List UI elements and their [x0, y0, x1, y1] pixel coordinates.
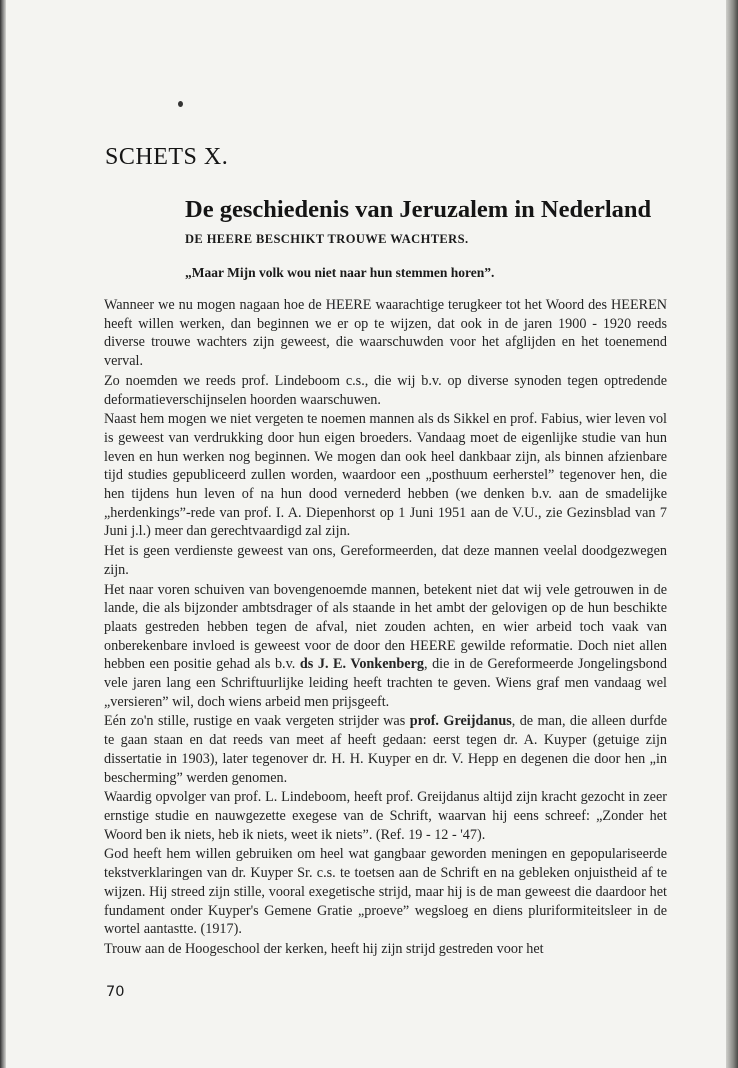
paragraph: Wanneer we nu mogen nagaan hoe de HEERE waarachtige terugkeer tot het Woord des HEEREN heeft willen werken, dan beginnen we er op te wijzen, dat ook in de jaren 1900 - 1920 reeds diverse trouwe wachters zijn geweest, die waarschuwden voor het afglijden en het toenemend verval.: [104, 297, 667, 370]
paragraph: God heeft hem willen gebruiken om heel wat gangbaar geworden meningen en gepopulariseerde tekstverklaringen van dr. Kuyper Sr. c.s. te toetsen aan de Schrift en na gebleken onjuistheid af te wijzen. Hij streed zijn stille, vooral exegetische strijd, maar hij is de man geweest die daardoor het fundament onder Kuyper's Gemene Gratie „proeve” wegsloeg en diens pluriformiteitsleer in de wortel aantastte. (1917).: [104, 846, 667, 938]
chapter-heading: SCHETS X.: [105, 144, 229, 170]
section-subtitle: DE HEERE BESCHIKT TROUWE WACHTERS.: [185, 232, 469, 246]
paragraph: Waardig opvolger van prof. L. Lindeboom, heeft prof. Greijdanus altijd zijn kracht gezocht in zeer ernstige studie en nauwgezette exegese van de Schrift, waarvan hij eens schreef: „Zonder het Woord ben ik niets, heb ik niets, weet ik niets”. (Ref. 19 - 12 - '47).: [104, 789, 667, 843]
paragraph: Naast hem mogen we niet vergeten te noemen mannen als ds Sikkel en prof. Fabius, wier leven vol is geweest van verdrukking door hun eigen broeders. Vandaag moet de eigenlijke studie van hun leven en hun werken nog beginnen. We mogen dan ook heel dankbaar zijn, als binnen afzienbare tijd studies gepubliceerd zullen worden, waardoor een „posthuum eerherstel” tegenover hen, die hen tijdens hun leven of na hun dood vernederd hebben (we denken b.v. aan de smadelijke „herdenkings”-rede van prof. I. A. Diepenhorst op 1 Juni 1951 aan de V.U., zie Gezinsblad van 7 Juni j.l.) meer dan gerechtvaardigd zal zijn.: [104, 411, 667, 540]
page-number: 70: [106, 984, 125, 1000]
book-page: [6, 0, 726, 1068]
page-title: De geschiedenis van Jeruzalem in Nederland: [185, 196, 652, 223]
paragraph: Het is geen verdienste geweest van ons, Gereformeerden, dat deze mannen veelal doodgezwegen zijn.: [104, 543, 667, 578]
paragraph: Zo noemden we reeds prof. Lindeboom c.s., die wij b.v. op diverse synoden tegen optredende deformatieverschijnselen hoorden waarschuwen.: [104, 372, 667, 408]
epigraph: „Maar Mijn volk wou niet naar hun stemmen horen”.: [185, 265, 495, 280]
paragraph: Eén zo'n stille, rustige en vaak vergeten strijder was prof. Greijdanus, de man, die alleen durfde te gaan staan en dat reeds van meet af heeft gedaan: eerst tegen dr. A. Kuyper (getuige zijn dissertatie in 1903), later tegenover dr. H. H. Kuyper en dr. V. Hepp en degenen die door hen „in bescherming” werden genomen.: [104, 713, 667, 786]
body-text: [104, 296, 667, 959]
emphasis-name: prof. Greijdanus: [409, 713, 512, 730]
ink-speck: [178, 101, 183, 107]
paragraph: Trouw aan de Hoogeschool der kerken, heeft hij zijn strijd gestreden voor het: [104, 940, 544, 957]
page-edge-shadow: [726, 0, 738, 1068]
paragraph: Het naar voren schuiven van bovengenoemde mannen, betekent niet dat wij vele getrouwen in de lande, die als bijzonder ambtsdrager of als staande in het ambt der gelovigen op de hun beschikte plaats gestreden hebben tegen de afval, niet zouden achten, en wier arbeid toch vaak van onberekenbare invloed is geweest voor de door den HEERE gewilde reformatie. Doch niet allen hebben een positie gehad als b.v. ds J. E. Vonkenberg, die in de Gereformeerde Jongelingsbond vele jaren lang een Schriftuurlijke leiding heeft trachten te geven. Wiens graf men vandaag wel „versieren” wil, doch wiens arbeid men prijsgeeft.: [104, 581, 668, 710]
emphasis-name: ds J. E. Vonkenberg: [299, 656, 424, 673]
